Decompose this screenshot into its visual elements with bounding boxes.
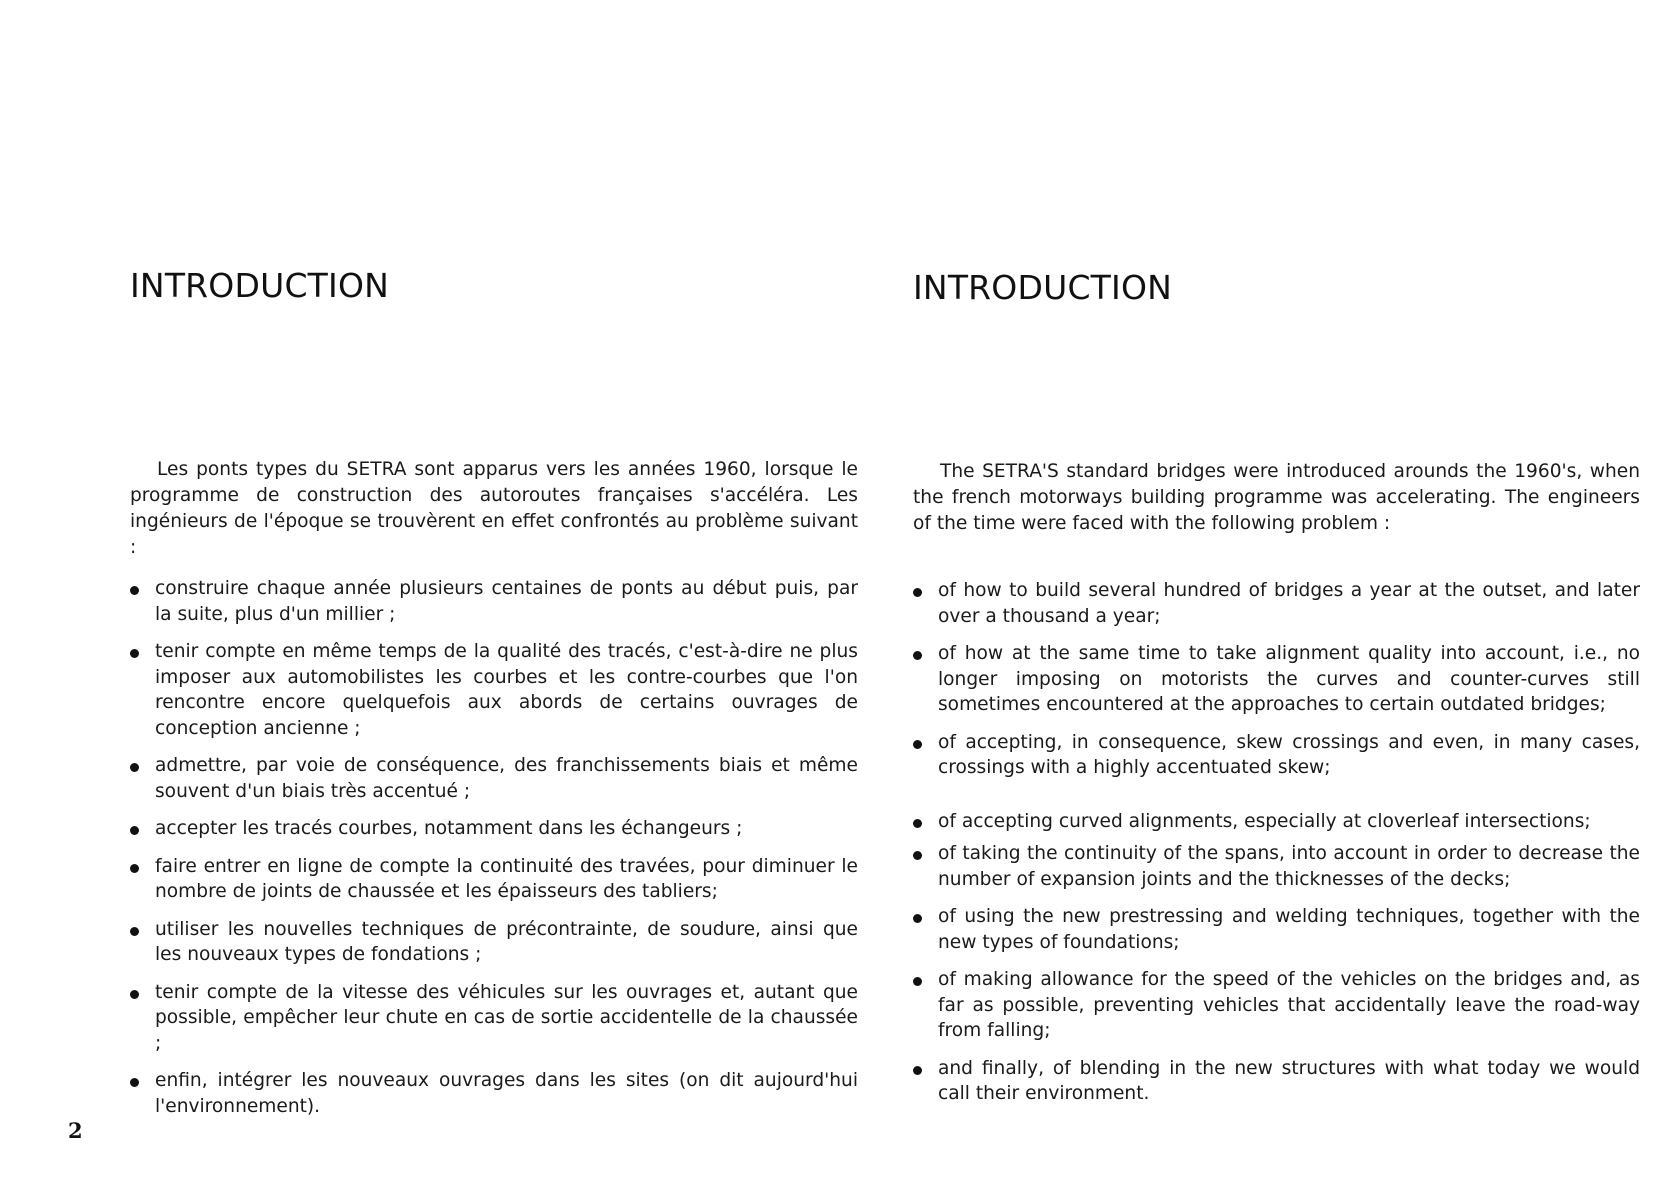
french-heading: INTRODUCTION <box>130 266 390 305</box>
list-item: construire chaque année plusieurs centaines de ponts au début puis, par la suite, plus d'un millier ; <box>130 576 858 627</box>
bullet-icon <box>130 826 139 835</box>
bullet-icon <box>130 649 139 658</box>
bullet-icon <box>913 977 922 986</box>
bullet-icon <box>130 1078 139 1087</box>
list-item: admettre, par voie de conséquence, des franchissements biais et même souvent d'un biais très accentué ; <box>130 753 858 804</box>
bullet-icon <box>913 914 922 923</box>
bullet-icon <box>913 588 922 597</box>
bullet-icon <box>130 763 139 772</box>
list-item: enfin, intégrer les nouveaux ouvrages dans les sites (on dit aujourd'hui l'environnement). <box>130 1068 858 1119</box>
bullet-icon <box>913 740 922 749</box>
french-bullet-list <box>130 576 858 1131</box>
list-item: tenir compte de la vitesse des véhicules sur les ouvrages et, autant que possible, empêcher leur chute en cas de sortie accidentelle de la chaussée ; <box>130 980 858 1057</box>
bullet-icon <box>913 851 922 860</box>
page-number: 2 <box>68 1118 83 1143</box>
list-item: accepter les tracés courbes, notamment dans les échangeurs ; <box>130 816 858 842</box>
bullet-icon <box>130 990 139 999</box>
list-item: of how to build several hundred of bridges a year at the outset, and later over a thousand a year; <box>913 578 1640 629</box>
english-bullet-list <box>913 578 1640 1119</box>
bullet-icon <box>913 1066 922 1075</box>
list-item: of taking the continuity of the spans, into account in order to decrease the number of expansion joints and the thicknesses of the decks; <box>913 841 1640 892</box>
english-heading: INTRODUCTION <box>913 268 1173 307</box>
list-item: of accepting, in consequence, skew crossings and even, in many cases, crossings with a highly accentuated skew; <box>913 730 1640 781</box>
list-item: faire entrer en ligne de compte la continuité des travées, pour diminuer le nombre de joints de chaussée et les épaisseurs des tabliers; <box>130 854 858 905</box>
bullet-icon <box>130 586 139 595</box>
list-item: of how at the same time to take alignment quality into account, i.e., no longer imposing on motorists the curves and counter-curves still sometimes encountered at the approaches to certain outdated bridges; <box>913 641 1640 718</box>
bullet-icon <box>913 651 922 660</box>
bullet-icon <box>913 819 922 828</box>
list-item: utiliser les nouvelles techniques de précontrainte, de soudure, ainsi que les nouveaux types de fondations ; <box>130 917 858 968</box>
list-item: tenir compte en même temps de la qualité des tracés, c'est-à-dire ne plus imposer aux automobilistes les courbes et les contre-courbes que l'on rencontre encore quelquefois aux abords de certains ouvrages de conception ancienne ; <box>130 639 858 741</box>
list-item: and finally, of blending in the new structures with what today we would call their environment. <box>913 1056 1640 1107</box>
french-intro-paragraph: Les ponts types du SETRA sont apparus vers les années 1960, lorsque le programme de construction des autoroutes françaises s'accéléra. Les ingénieurs de l'époque se trouvèrent en effet confrontés au problème suivant : <box>130 459 858 558</box>
list-item: of making allowance for the speed of the vehicles on the bridges and, as far as possible, preventing vehicles that accidentally leave the road-way from falling; <box>913 967 1640 1044</box>
bullet-icon <box>130 864 139 873</box>
list-item: of accepting curved alignments, especially at cloverleaf intersections; <box>913 809 1640 835</box>
list-item: of using the new prestressing and welding techniques, together with the new types of foundations; <box>913 904 1640 955</box>
bullet-icon <box>130 927 139 936</box>
english-intro-paragraph: The SETRA'S standard bridges were introduced arounds the 1960's, when the french motorways building programme was accelerating. The engineers of the time were faced with the following problem : <box>913 461 1640 534</box>
